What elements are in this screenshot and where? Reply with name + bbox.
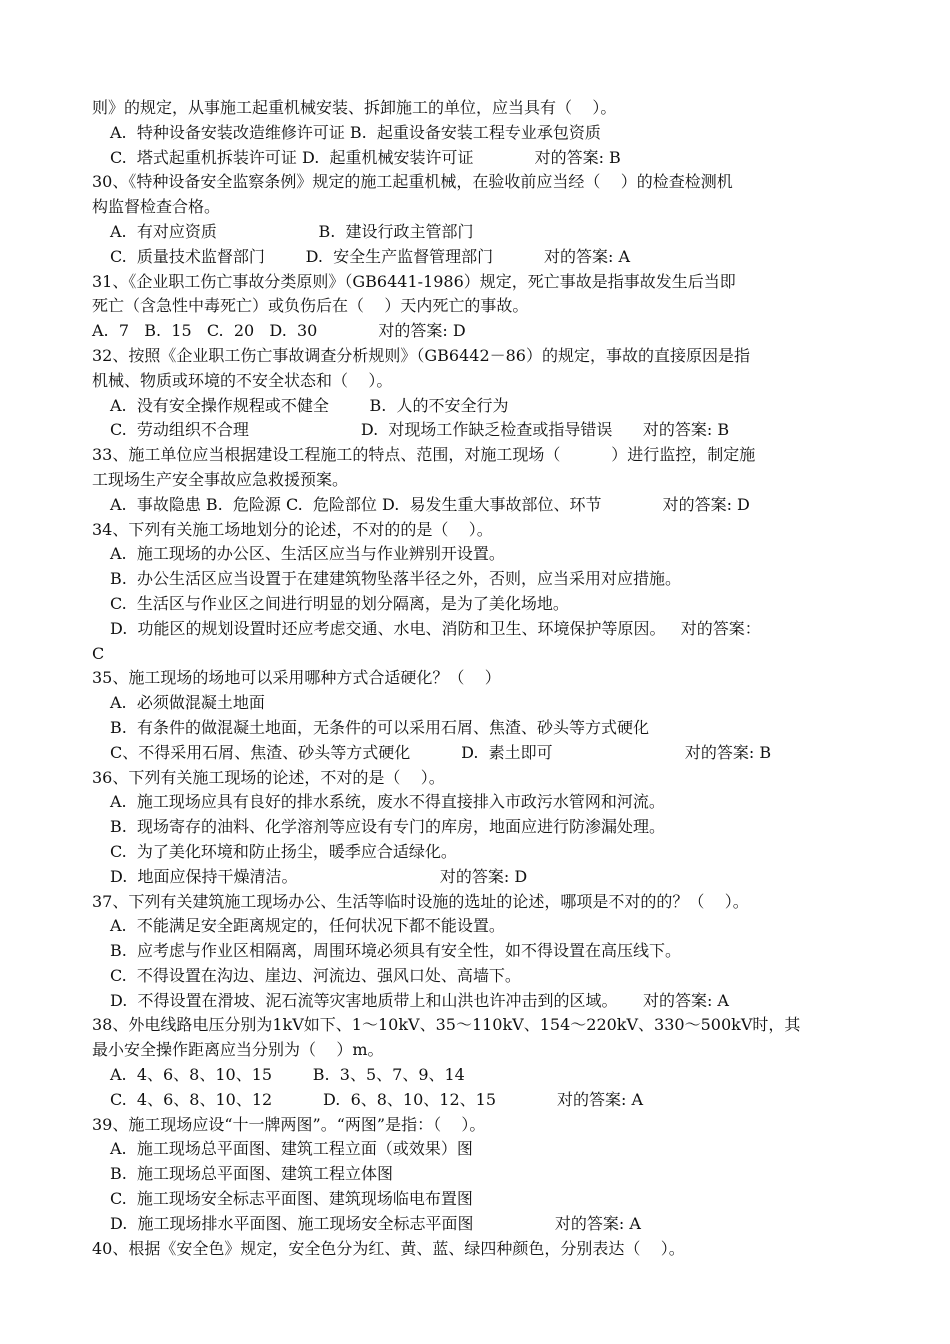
text-line: D. 施工现场排水平面图、施工现场安全标志平面图 对的答案: A [110,1213,641,1233]
text-line: A. 必须做混凝土地面 [110,693,265,713]
text-line: A. 不能满足安全距离规定的，任何状况下都不能设置。 [110,916,505,936]
text-line: 工现场生产安全事故应急救援预案。 [92,469,349,489]
text-line: 死亡（含急性中毒死亡）或负伤后在（ ）天内死亡的事故。 [92,296,529,316]
text-line: A. 施工现场应具有良好的排水系统，废水不得直接排入市政污水管网和河流。 [110,792,665,812]
text-line: A. 事故隐患 B. 危险源 C. 危险部位 D. 易发生重大事故部位、环节 对的答案: D [110,494,750,514]
text-line: 则》的规定，从事施工起重机械安装、拆卸施工的单位，应当具有（ ）。 [92,98,617,117]
text-line: B. 办公生活区应当设置于在建建筑物坠落半径之外，否则，应当采用对应措施。 [110,569,682,589]
text-line: A. 4、6、8、10、15 B. 3、5、7、9、14 [110,1065,465,1085]
text-line: C. 不得设置在沟边、崖边、河流边、强风口处、高墙下。 [110,965,521,985]
text-line: 31、《企业职工伤亡事故分类原则》（GB6441-1986）规定，死亡事故是指事故发生后当即 [92,271,736,291]
text-line: A. 没有安全操作规程或不健全 B. 人的不安全行为 [110,395,509,415]
text-line: C、不得采用石屑、焦渣、砂头等方式硬化 D. 素土即可 对的答案: B [110,742,772,762]
text-line: 30、《特种设备安全监察条例》规定的施工起重机械，在验收前应当经（ ）的检查检测机 [92,172,733,192]
text-line: B. 现场寄存的油料、化学溶剂等应设有专门的库房，地面应进行防渗漏处理。 [110,817,666,837]
text-line: 40、根据《安全色》规定，安全色分为红、黄、蓝、绿四种颜色，分别表达（ ）。 [92,1238,685,1258]
text-line: A. 特种设备安装改造维修许可证 B. 起重设备安装工程专业承包资质 [110,122,601,142]
text-line: 37、下列有关建筑施工现场办公、生活等临时设施的选址的论述，哪项是不对的的？（ ）。 [92,891,749,911]
text-line: 32、按照《企业职工伤亡事故调查分析规则》（GB6442－86）的规定，事故的直接原因是指 [92,345,750,365]
text-line: 39、施工现场应设“十一牌两图”。“两图”是指：（ ）。 [92,1114,486,1134]
text-line: 机械、物质或环境的不安全状态和（ ）。 [92,370,393,390]
text-line: D. 地面应保持干燥清洁。 对的答案: D [110,866,528,886]
text-line: C. 质量技术监督部门 D. 安全生产监督管理部门 对的答案: A [110,246,631,266]
text-line: C [92,643,105,663]
text-line: C. 塔式起重机拆装许可证 D. 起重机械安装许可证 对的答案: B [110,147,621,167]
text-line: B. 应考虑与作业区相隔离，周围环境必须具有安全性，如不得设置在高压线下。 [110,941,682,961]
text-line: 35、施工现场的场地可以采用哪种方式合适硬化？（ ） [92,668,501,688]
text-line: C. 4、6、8、10、12 D. 6、8、10、12、15 对的答案: A [110,1089,644,1109]
text-line: 最小安全操作距离应当分别为（ ）m。 [92,1040,384,1060]
text-line: C. 为了美化环境和防止扬尘，暖季应合适绿化。 [110,841,457,861]
text-line: 36、下列有关施工现场的论述，不对的是（ ）。 [92,767,445,787]
text-line: B. 施工现场总平面图、建筑工程立体图 [110,1164,394,1184]
text-line: C. 施工现场安全标志平面图、建筑现场临电布置图 [110,1189,473,1209]
text-line: D. 功能区的规划设置时还应考虑交通、水电、消防和卫生、环境保护等原因。 对的答案： [110,618,761,638]
text-line: A. 施工现场的办公区、生活区应当与作业辨别开设置。 [110,544,505,564]
text-line: 38、外电线路电压分别为1kV如下、1～10kV、35～110kV、154～220kV、330～500kV时，其 [92,1015,801,1035]
text-line: 构监督检查合格。 [92,197,221,217]
text-line: C. 劳动组织不合理 D. 对现场工作缺乏检查或指导错误 对的答案: B [110,420,730,440]
text-line: C. 生活区与作业区之间进行明显的划分隔离，是为了美化场地。 [110,593,569,613]
text-line: B. 有条件的做混凝土地面，无条件的可以采用石屑、焦渣、砂头等方式硬化 [110,717,650,737]
document-body [92,96,872,1261]
text-line: A. 有对应资质 B. 建设行政主管部门 [110,221,474,241]
text-line: A. 施工现场总平面图、建筑工程立面（或效果）图 [110,1139,473,1159]
text-line: 33、施工单位应当根据建设工程施工的特点、范围，对施工现场（ ）进行监控，制定施 [92,445,756,465]
text-line: A. 7 B. 15 C. 20 D. 30 对的答案: D [92,321,466,341]
text-line: D. 不得设置在滑坡、泥石流等灾害地质带上和山洪也许冲击到的区域。 对的答案: A [110,990,729,1010]
text-line: 34、下列有关施工场地划分的论述，不对的的是（ ）。 [92,519,493,539]
